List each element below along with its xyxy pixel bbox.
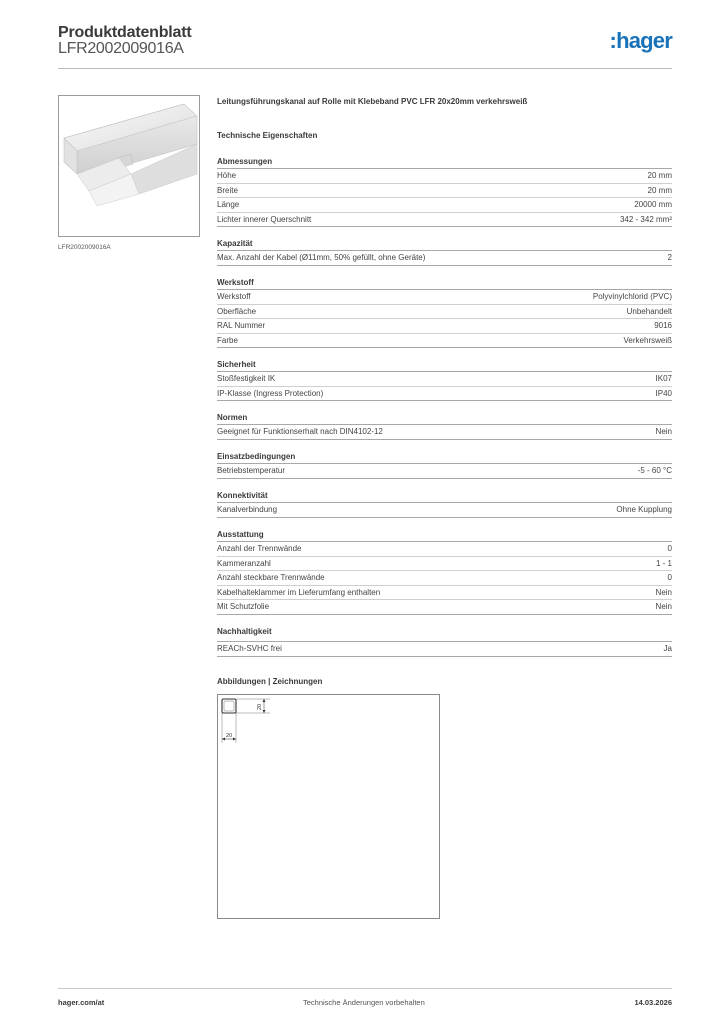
- row-label: Werkstoff: [217, 292, 251, 301]
- row-value: 20 mm: [647, 185, 672, 195]
- table-row: [217, 600, 672, 615]
- footer-notice: Technische Änderungen vorbehalten: [303, 998, 425, 1007]
- footer-divider: [58, 988, 672, 989]
- row-label: Kammeranzahl: [217, 558, 271, 568]
- row-value: 0: [667, 544, 672, 553]
- product-description: Leitungsführungskanal auf Rolle mit Klebeband PVC LFR 20x20mm verkehrsweiß: [217, 97, 528, 106]
- table-row: [217, 542, 672, 557]
- section-title-normen: Normen: [217, 413, 248, 422]
- row-label: Breite: [217, 185, 238, 195]
- row-label: Höhe: [217, 171, 237, 180]
- section-title-sicherheit: Sicherheit: [217, 360, 256, 369]
- row-value: 342 - 342 mm²: [619, 214, 672, 224]
- logo-text: hager: [616, 28, 672, 53]
- row-label: Kanalverbindung: [217, 505, 278, 514]
- table-row: [217, 571, 672, 586]
- table-row: [217, 305, 672, 320]
- tech-heading: Technische Eigenschaften: [217, 131, 318, 140]
- section-title-werkstoff: Werkstoff: [217, 278, 254, 287]
- row-label: Oberfläche: [217, 306, 257, 316]
- table-row: [217, 334, 672, 349]
- row-value: Unbehandelt: [626, 306, 672, 316]
- row-label: Lichter innerer Querschnitt: [217, 214, 312, 224]
- section-title-nachhaltigkeit: Nachhaltigkeit: [217, 627, 272, 636]
- product-image: [58, 95, 200, 237]
- table-row: [217, 251, 672, 266]
- row-value: Verkehrsweiß: [623, 335, 672, 345]
- row-label: IP-Klasse (Ingress Protection): [217, 388, 324, 398]
- row-value: 1 - 1: [655, 558, 672, 568]
- table-row: [217, 184, 672, 199]
- table-row: [217, 319, 672, 334]
- row-label: Länge: [217, 200, 240, 209]
- row-label: Farbe: [217, 335, 238, 345]
- dim-width-label: 20: [226, 733, 233, 739]
- row-label: Kabelhalteklammer im Lieferumfang enthalten: [217, 587, 381, 597]
- row-value: 20 mm: [647, 171, 672, 180]
- table-row: [217, 557, 672, 572]
- logo-prefix: :: [609, 28, 617, 53]
- row-label: RAL Nummer: [217, 321, 266, 330]
- page-title: Produktdatenblatt: [58, 24, 192, 41]
- footer-date: 14.03.2026: [634, 998, 672, 1007]
- row-value: -5 - 60 °C: [637, 466, 672, 475]
- table-row: [217, 425, 672, 440]
- section-title-konnektivitaet: Konnektivität: [217, 491, 268, 500]
- table-row: [217, 198, 672, 213]
- section-title-kapazitaet: Kapazität: [217, 239, 253, 248]
- footer-website-link[interactable]: hager.com/at: [58, 998, 105, 1007]
- row-label: REACh-SVHC frei: [217, 644, 282, 653]
- row-value: IP40: [655, 388, 672, 398]
- row-value: 9016: [654, 321, 672, 330]
- row-label: Stoßfestigkeit IK: [217, 374, 276, 383]
- row-value: Polyvinylchlorid (PVC): [592, 292, 672, 301]
- cable-duct-illustration: [59, 96, 199, 236]
- row-label: Anzahl steckbare Trennwände: [217, 573, 325, 582]
- row-value: 2: [667, 253, 672, 262]
- table-row: [217, 387, 672, 402]
- drawings-title: Abbildungen | Zeichnungen: [217, 677, 323, 686]
- row-value: Nein: [655, 602, 672, 611]
- table-row: [217, 642, 672, 657]
- table-row: [217, 586, 672, 601]
- hager-logo: [610, 28, 672, 54]
- row-label: Geeignet für Funktionserhalt nach DIN4102-12: [217, 427, 383, 436]
- header-divider: [58, 68, 672, 69]
- section-title-abmessungen: Abmessungen: [217, 157, 273, 166]
- row-value: Ohne Kupplung: [616, 505, 672, 514]
- row-value: 20000 mm: [634, 200, 672, 209]
- section-title-einsatzbedingungen: Einsatzbedingungen: [217, 452, 296, 461]
- row-value: 0: [667, 573, 672, 582]
- row-value: IK07: [655, 374, 672, 383]
- table-row: [217, 213, 672, 228]
- section-title-ausstattung: Ausstattung: [217, 530, 264, 539]
- table-row: [217, 464, 672, 479]
- row-value: Nein: [655, 587, 672, 597]
- row-label: Mit Schutzfolie: [217, 602, 270, 611]
- table-row: [217, 169, 672, 184]
- dim-height-label: 20: [257, 703, 263, 710]
- row-value: Nein: [655, 427, 672, 436]
- row-value: Ja: [663, 644, 672, 653]
- table-row: [217, 503, 672, 518]
- row-label: Betriebstemperatur: [217, 466, 286, 475]
- row-label: Max. Anzahl der Kabel (Ø11mm, 50% gefüllt, ohne Geräte): [217, 253, 426, 262]
- table-row: [217, 290, 672, 305]
- technical-drawing: [217, 694, 440, 919]
- product-code: LFR2002009016A: [58, 40, 184, 57]
- image-caption: LFR2002009016A: [58, 244, 111, 251]
- table-row: [217, 372, 672, 387]
- row-label: Anzahl der Trennwände: [217, 544, 302, 553]
- cross-section-drawing: [218, 695, 439, 918]
